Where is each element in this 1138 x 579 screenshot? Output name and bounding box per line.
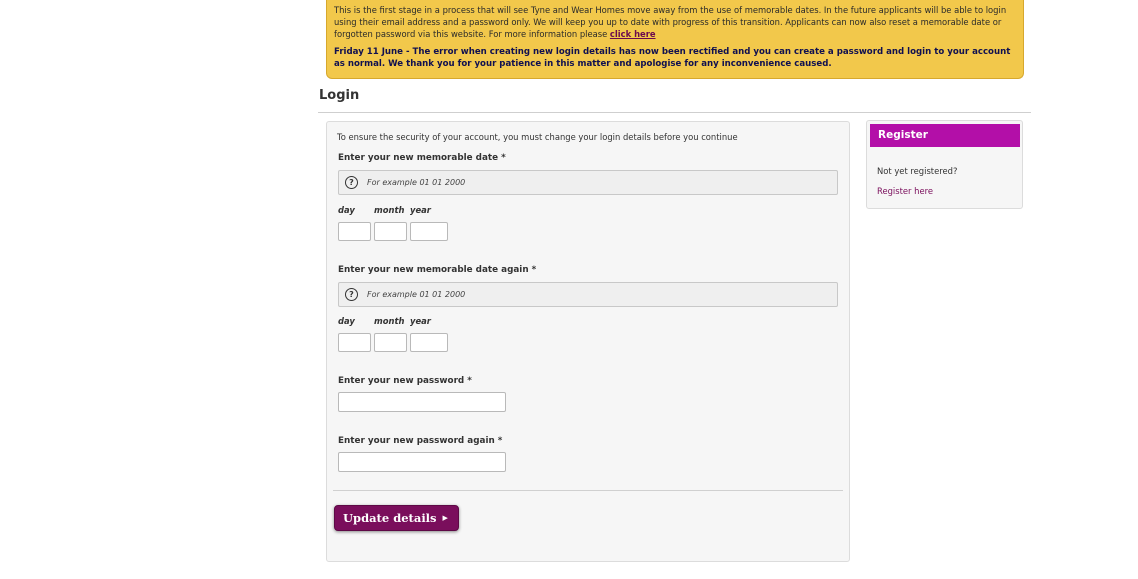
month-label: month <box>374 316 405 326</box>
memorable-date-label: Enter your new memorable date * <box>338 153 506 163</box>
help-question-icon: ? <box>345 288 358 301</box>
register-question: Not yet registered? <box>877 166 958 176</box>
arrow-right-icon: ▶ <box>442 513 448 522</box>
register-panel <box>866 120 1023 209</box>
notice-click-here-link[interactable]: click here <box>609 29 656 39</box>
register-heading: Register <box>870 124 1020 147</box>
memorable-date-again-year-input[interactable] <box>410 333 448 352</box>
memorable-date-again-day-input[interactable] <box>338 333 371 352</box>
memorable-date-hint <box>338 170 838 195</box>
memorable-date-again-hint <box>338 282 838 307</box>
password-label: Enter your new password * <box>338 376 472 386</box>
memorable-date-again-hint-text: For example 01 01 2000 <box>367 290 466 299</box>
info-notice <box>326 0 1024 79</box>
memorable-date-again-month-input[interactable] <box>374 333 407 352</box>
memorable-date-day-input[interactable] <box>338 222 371 241</box>
update-details-button[interactable] <box>334 505 459 531</box>
form-divider <box>333 490 843 491</box>
update-details-label: Update details <box>343 511 437 525</box>
register-here-link[interactable]: Register here <box>877 186 934 196</box>
help-question-icon: ? <box>345 176 358 189</box>
memorable-date-hint-text: For example 01 01 2000 <box>367 178 466 187</box>
change-login-form <box>326 121 850 562</box>
password-input[interactable] <box>338 392 506 412</box>
form-intro: To ensure the security of your account, you must change your login details before you continue <box>337 132 738 142</box>
password-again-label: Enter your new password again * <box>338 436 503 446</box>
page-title: Login <box>319 88 360 103</box>
year-label: year <box>410 205 431 215</box>
year-label: year <box>410 316 431 326</box>
title-divider <box>318 112 1031 113</box>
notice-update-text: Friday 11 June - The error when creating new login details has now been rectified and you can create a password and login to your account as normal. We thank you for your patience in this matter and apologise for any inconvenience caused. <box>334 47 1011 69</box>
month-label: month <box>374 205 405 215</box>
day-label: day <box>338 205 355 215</box>
password-again-input[interactable] <box>338 452 506 472</box>
memorable-date-month-input[interactable] <box>374 222 407 241</box>
memorable-date-year-input[interactable] <box>410 222 448 241</box>
memorable-date-again-label: Enter your new memorable date again * <box>338 265 537 275</box>
notice-intro <box>334 4 1017 40</box>
day-label: day <box>338 316 355 326</box>
notice-intro-text: This is the first stage in a process that will see Tyne and Wear Homes move away from the use of memorable dates. In the future applicants will be able to login using their email address and a password only. We will keep you up to date with progress of this transition. Applicants can now also reset a memorable date or forgotten password via this website. For more information please <box>334 5 1007 39</box>
